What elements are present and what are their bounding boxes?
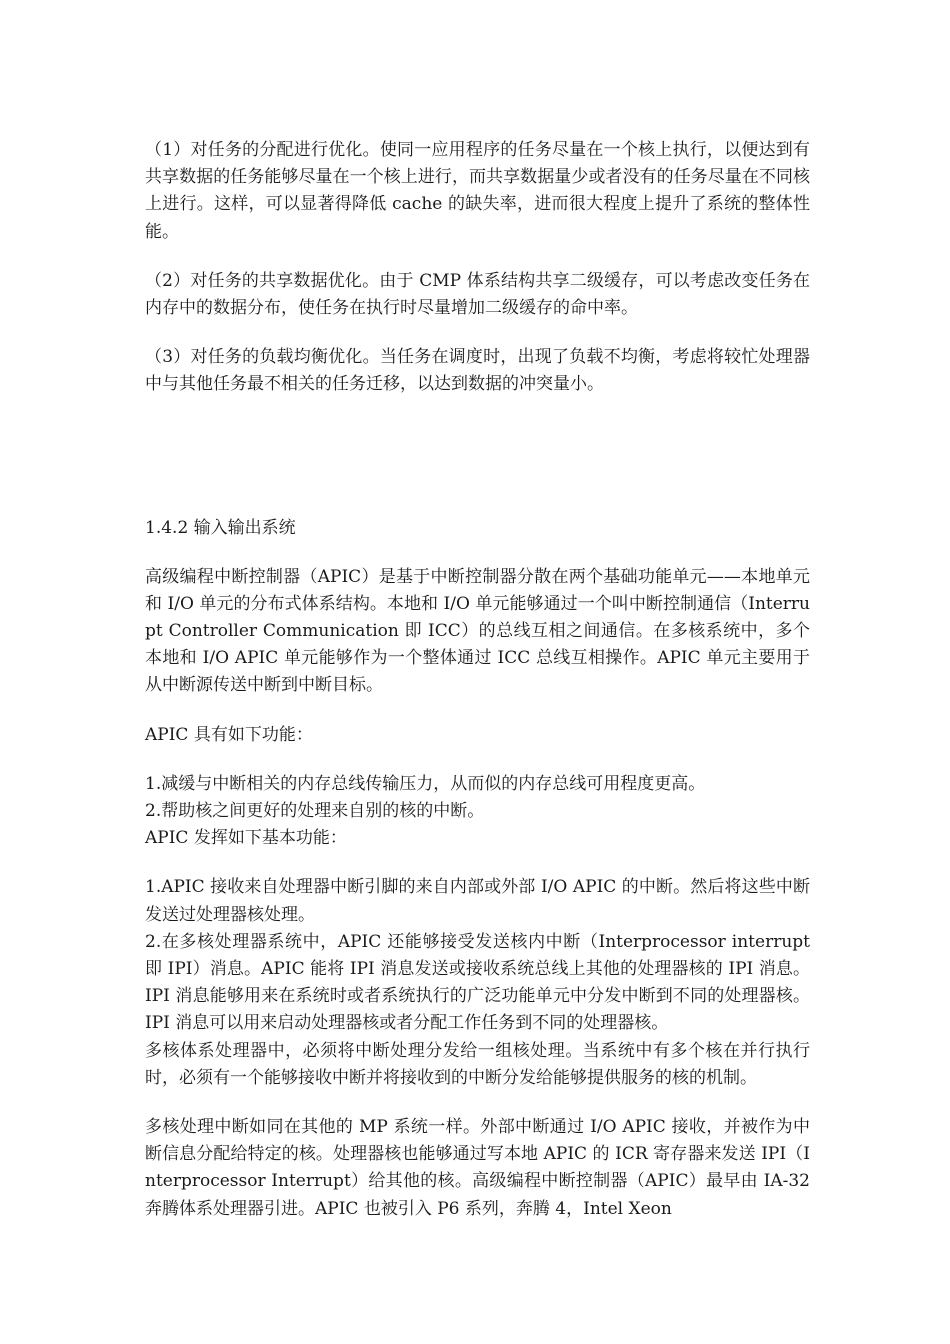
list-item-function-2: 2.帮助核之间更好的处理来自别的核的中断。 xyxy=(145,801,485,822)
document-page xyxy=(145,137,810,1223)
paragraph-apic-functions-title: APIC 具有如下功能： xyxy=(145,724,313,745)
paragraph-mp-interrupt: 多核处理中断如同在其他的 MP 系统一样。外部中断通过 I/O APIC 接收，并被作为中断信息分配给特定的核。处理器核也能够通过写本地 APIC 的 ICR 寄存器来发送 IPI（Interprocessor Interrupt）给其他的核。高级编程中断控制器（APIC）最早由 IA-32 奔腾体系处理器引进。APIC 也被引入 P6 系列，奔腾 4，Intel Xeon xyxy=(145,1117,810,1219)
list-item-basic-function-1: 1.APIC 接收来自处理器中断引脚的来自内部或外部 I/O APIC 的中断。然后将这些中断发送过处理器核处理。 xyxy=(145,877,810,925)
paragraph-task-allocation: （1）对任务的分配进行优化。使同一应用程序的任务尽量在一个核上执行，以便达到有共享数据的任务能够尽量在一个核上进行，而共享数据量少或者没有的任务尽量在不同核上进行。这样，可以显著得降低 cache 的缺失率，进而很大程度上提升了系统的整体性能。 xyxy=(145,140,810,242)
paragraph-multicore-interrupt: 多核体系处理器中，必须将中断处理分发给一组核处理。当系统中有多个核在并行执行时，必须有一个能够接收中断并将接收到的中断分发给能够提供服务的核的机制。 xyxy=(145,1040,810,1088)
paragraph-apic-intro: 高级编程中断控制器（APIC）是基于中断控制器分散在两个基础功能单元——本地单元和 I/O 单元的分布式体系结构。本地和 I/O 单元能够通过一个叫中断控制通信（Interrupt Controller Communication 即 ICC）的总线互相之间通信。在多核系统中，多个本地和 I/O APIC 单元能够作为一个整体通过 ICC 总线互相操作。APIC 单元主要用于从中断源传送中断到中断目标。 xyxy=(145,566,810,696)
list-item-function-1: 1.减缓与中断相关的内存总线传输压力，从而似的内存总线可用程度更高。 xyxy=(145,773,706,794)
paragraph-apic-basic-functions-title: APIC 发挥如下基本功能： xyxy=(145,828,347,849)
paragraph-load-balance: （3）对任务的负载均衡优化。当任务在调度时，出现了负载不均衡，考虑将较忙处理器中与其他任务最不相关的任务迁移，以达到数据的冲突量小。 xyxy=(145,347,810,395)
paragraph-shared-data: （2）对任务的共享数据优化。由于 CMP 体系结构共享二级缓存，可以考虑改变任务在内存中的数据分布，使任务在执行时尽量增加二级缓存的命中率。 xyxy=(145,270,810,319)
section-heading: 1.4.2 输入输出系统 xyxy=(145,517,296,538)
list-item-basic-function-2: 2.在多核处理器系统中，APIC 还能够接受发送核内中断（Interprocessor interrupt 即 IPI）消息。APIC 能将 IPI 消息发送或接收系统总线上其他的处理器核的 IPI 消息。IPI 消息能够用来在系统时或者系统执行的广泛功能单元中分发中断到不同的处理器核。IPI 消息可以用来启动处理器核或者分配工作任务到不同的处理器核。 xyxy=(145,931,810,1034)
